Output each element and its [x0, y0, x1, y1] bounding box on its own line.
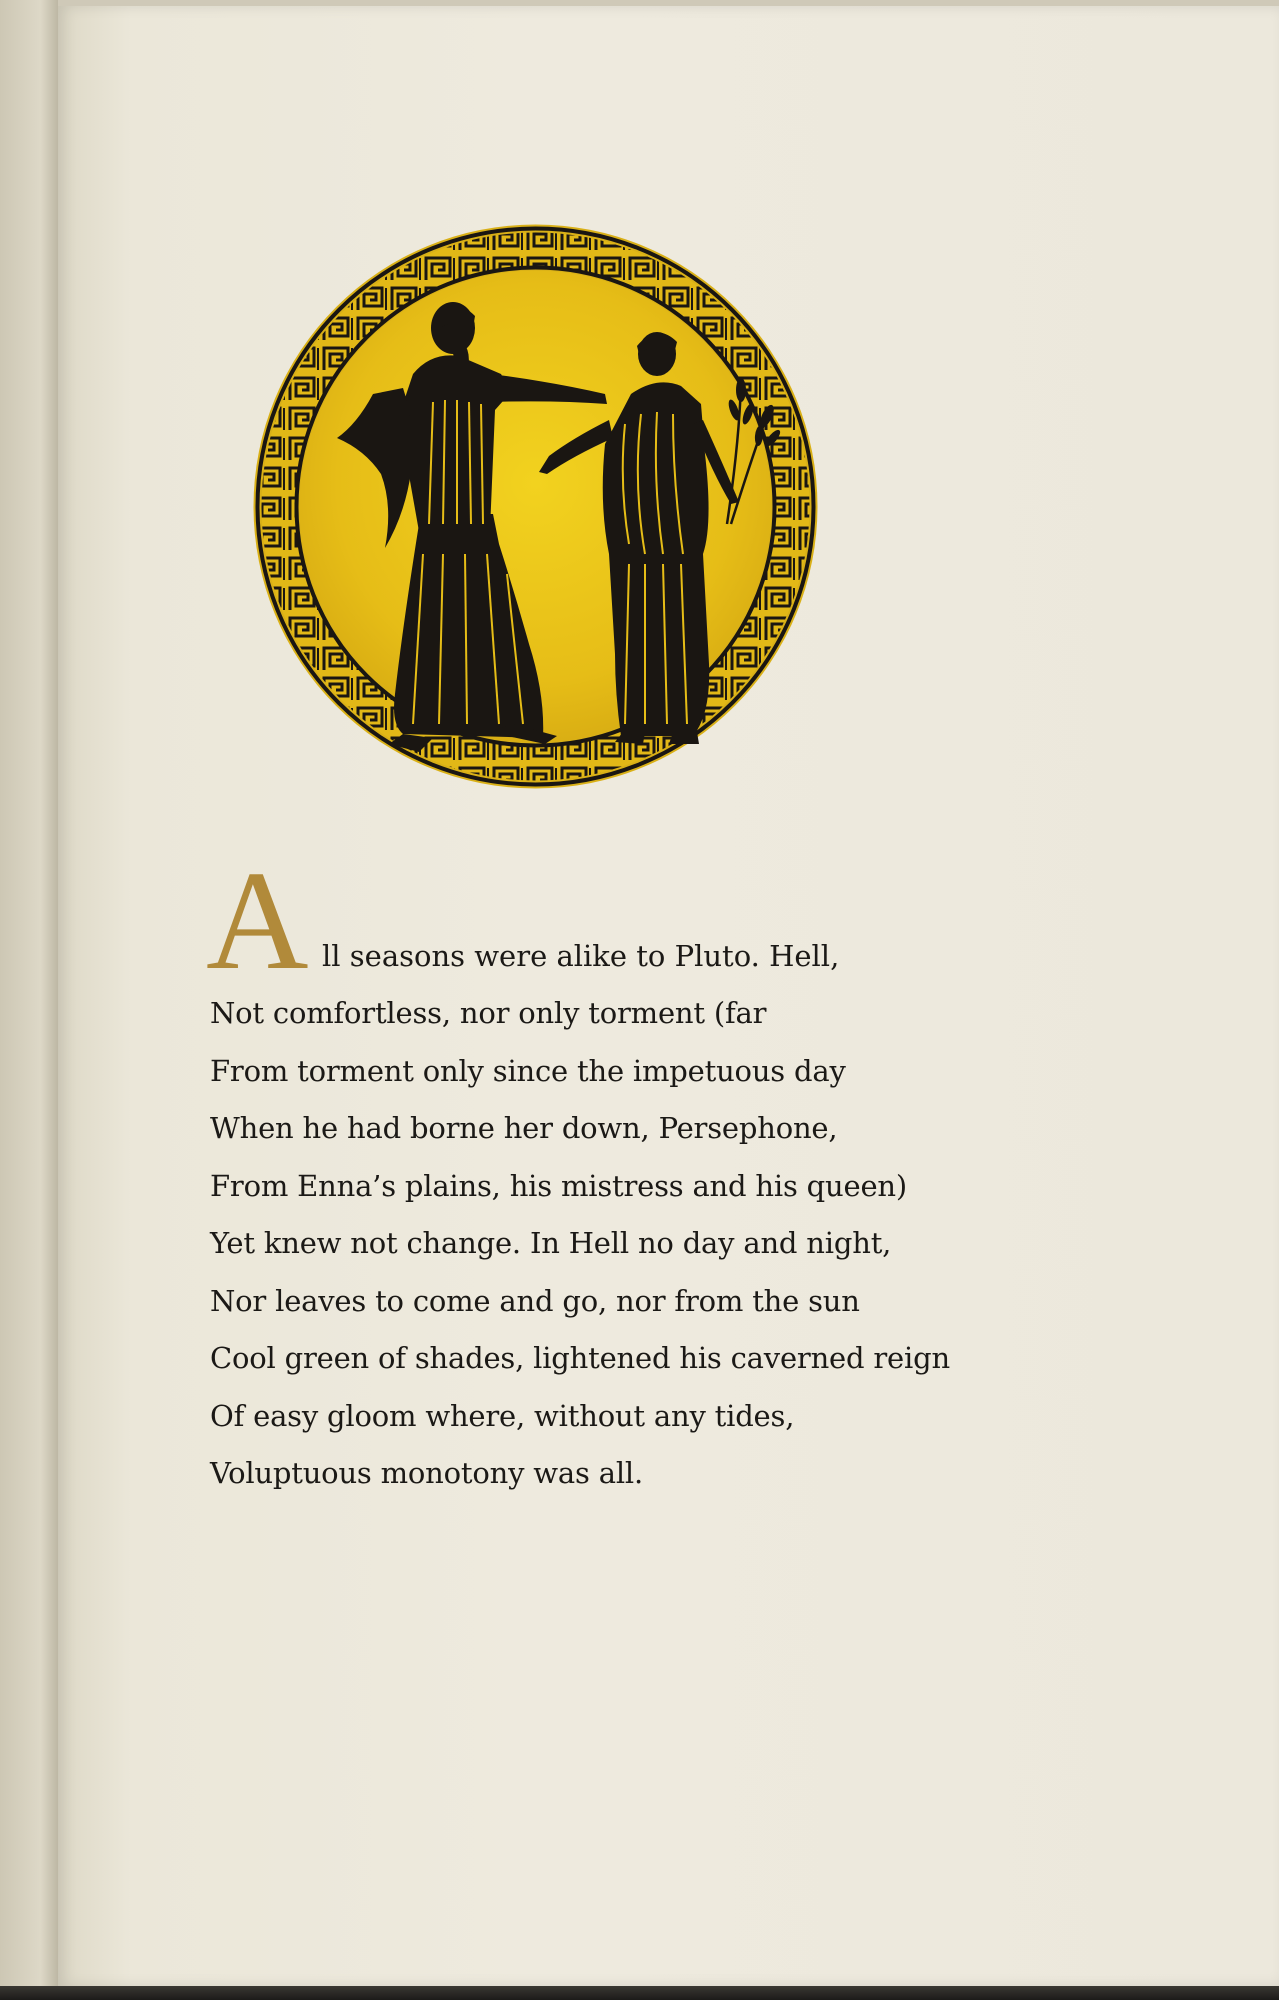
poem-line: Not comfortless, nor only torment (far — [210, 996, 767, 1030]
poem-line: When he had borne her down, Persephone, — [210, 1111, 838, 1145]
drop-cap: A — [206, 841, 309, 999]
poem-line: From torment only since the impetuous day — [210, 1053, 846, 1088]
poem-line: Of easy gloom where, without any tides, — [210, 1398, 795, 1433]
poem-line: Voluptuous monotony was all. — [210, 1456, 643, 1490]
poem-first-line-text: ll seasons were alike to Pluto. Hell, — [322, 939, 840, 973]
poem-first-line — [206, 841, 1010, 999]
poem-line: From Enna’s plains, his mistress and his queen) — [210, 1168, 908, 1203]
greek-medallion-icon — [253, 224, 818, 789]
page-bottom-edge — [0, 1986, 1279, 2000]
poem — [206, 841, 1010, 1503]
page-gutter — [0, 0, 58, 2000]
poem-line: Yet knew not change. In Hell no day and night, — [210, 1226, 892, 1260]
poem-line: Nor leaves to come and go, nor from the sun — [210, 1283, 860, 1318]
poem-line: Cool green of shades, lightened his caverned reign — [210, 1341, 950, 1375]
